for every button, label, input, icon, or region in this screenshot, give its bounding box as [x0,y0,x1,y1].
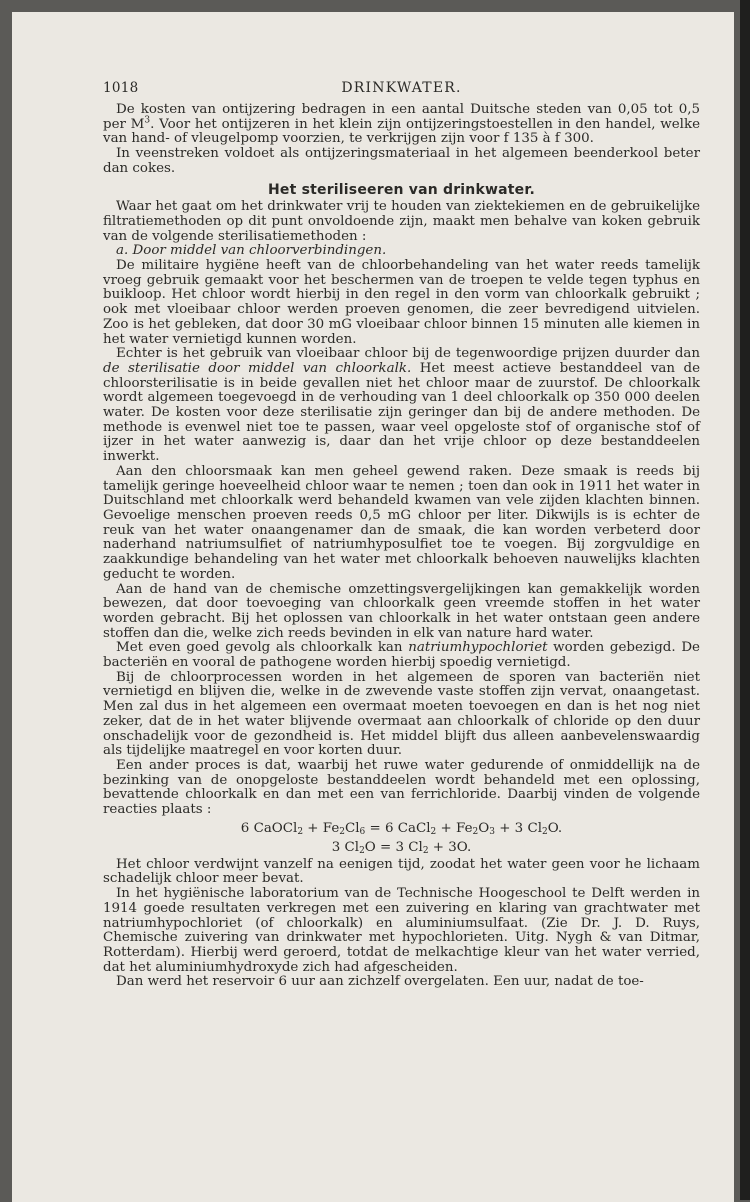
paragraph: Met even goed gevolg als chloorkalk kan natriumhypochloriet worden gebezigd. De bacteriën en vooral de pathogene worden hierbij spoedig vernietigd. [103,640,700,671]
paragraph: In het hygiënische laboratorium van de Technische Hoogeschool te Delft werden in 1914 goede resultaten verkregen met een zuivering en klaring van grachtwater met natriumhypochloriet (of chloorkalk) en aluminiumsulfaat. (Zie Dr. J. D. Ruys, Chemische zuivering van drinkwater met hypochlorieten. Uitg. Nygh & van Ditmar, Rotterdam). Hierbij werd geroerd, totdat de melkachtige kleur van het water verried, dat het aluminiumhydroxyde zich had afgescheiden. [103,886,700,975]
paragraph: Aan den chloorsmaak kan men geheel gewend raken. Deze smaak is reeds bij tamelijk geringe hoeveelheid chloor waar te nemen ; toen dan ook in 1911 het water in Duitschland met chloorkalk werd behandeld kwamen van vele zijden klachten binnen. Gevoelige menschen proeven reeds 0,5 mG chloor per liter. Dikwijls is is echter de reuk van het water onaangenamer dan de smaak, die kan worden verbeterd door naderhand natriumsulfiet of natriumhyposulfiet toe te voegen. Bij zorgvuldige en zaakkundige behandeling van het water met chloorkalk behoeven nauwelijks klachten geducht te worden. [103,463,700,582]
chemical-equation-1: 6 CaOCl$_2$ + $Fe_2Cl_6 = 6$ CaCl$_2$ + $Fe_2O_3 + 3$ $Cl_2O$. [240,820,563,837]
book-title: DRINKWATER. [341,80,462,96]
paragraph: Dan werd het reservoir 6 uur aan zichzelf overgelaten. Een uur, nadat de toe- [116,974,644,990]
paragraph: Aan de hand van de chemische omzettingsvergelijkingen kan gemakkelijk worden bewezen, dat door toevoeging van chloorkalk geen vreemde stoffen in het water worden gebracht. Bij het oplossen van chloorkalk in het water ontstaan geen andere stoffen dan die, welke zich reeds bevinden in elk van nature hard water. [103,581,700,641]
paragraph: De kosten van ontijzering bedragen in een aantal Duitsche steden van 0,05 tot 0,5 per $M^3$. Voor het ontijzeren in het klein zijn ontijzeringstoestellen in den handel, welke van hand- of vleugelpomp voorzien, te verkrijgen zijn voor f 135 à f 300. [103,102,701,147]
paragraph: Een ander proces is dat, waarbij het ruwe water gedurende of onmiddellijk na de bezinking van de onopgeloste bestanddeelen wordt behandeld met een oplossing, bevattende chloorkalk en dan met een van ferrichloride. Daarbij vinden de volgende reacties plaats : [103,757,700,818]
section-heading: Het steriliseeren van drinkwater. [268,181,535,198]
page-body [103,103,700,990]
running-head [103,80,700,100]
list-label: a. Door middel van chloorverbindingen. [116,243,387,259]
paragraph: In veenstreken voldoet als ontijzeringsmateriaal in het algemeen beenderkool beter dan cokes. [103,146,700,176]
paragraph: Bij de chloorprocessen worden in het algemeen de sporen van bacteriën niet vernietigd en blijven die, welke in de zwevende vaste stoffen zijn vervat, onaangetast. Men zal dus in het algemeen een overmaat moeten toevoegen en dan is het nog niet zeker, dat de in het water blijvende overmaat aan chloorkalk of chloride op den duur onschadelijk voor de gezondheid is. Het middel blijft dus alleen aanbevelenswaardig als tijdelijke maatregel en voor korten duur. [103,669,700,759]
chemical-equation-2: 3 $Cl_2O = 3$ $Cl_2 + 3O$. [331,839,472,856]
paragraph: Waar het gaat om het drinkwater vrij te houden van ziektekiemen en de gebruikelijke filtratiemethoden op dit punt onvoldoende zijn, maakt men behalve van koken gebruik van de volgende sterilisatiemethoden : [103,199,700,244]
paragraph: De militaire hygiëne heeft van de chloorbehandeling van het water reeds tamelijk vroeg gebruik gemaakt voor het beschermen van de troepen te velde tegen typhus en buikloop. Het chloor wordt hierbij in den regel in den vorm van chloorkalk gebruikt ; ook met vloeibaar chloor werden proeven genomen, die zeer bevredigend uitvielen. Zoo is het gebleken, dat door 30 mG vloeibaar chloor binnen 15 minuten alle kiemen in het water vernietigd kunnen worden. [103,258,700,347]
book-edge [740,0,750,1200]
page-number: 1018 [103,80,139,96]
paragraph: Het chloor verdwijnt vanzelf na eenigen tijd, zoodat het water geen voor he lichaam schadelijk chloor meer bevat. [103,856,700,887]
paragraph: Echter is het gebruik van vloeibaar chloor bij de tegenwoordige prijzen duurder dan de sterilisatie door middel van chloorkalk. Het meest actieve bestanddeel van de chloorsterilisatie is in beide gevallen niet het chloor maar de zuurstof. De chloorkalk wordt algemeen toegevoegd in de verhouding van 1 deel chloorkalk op 350 000 deelen water. De kosten voor deze sterilisatie zijn geringer dan bij de andere methoden. De methode is evenwel niet toe te passen, waar veel opgeloste stof of organische stof of ijzer in het water aanwezig is, daar dan het vrije chloor op deze bestanddeelen inwerkt. [103,346,701,465]
